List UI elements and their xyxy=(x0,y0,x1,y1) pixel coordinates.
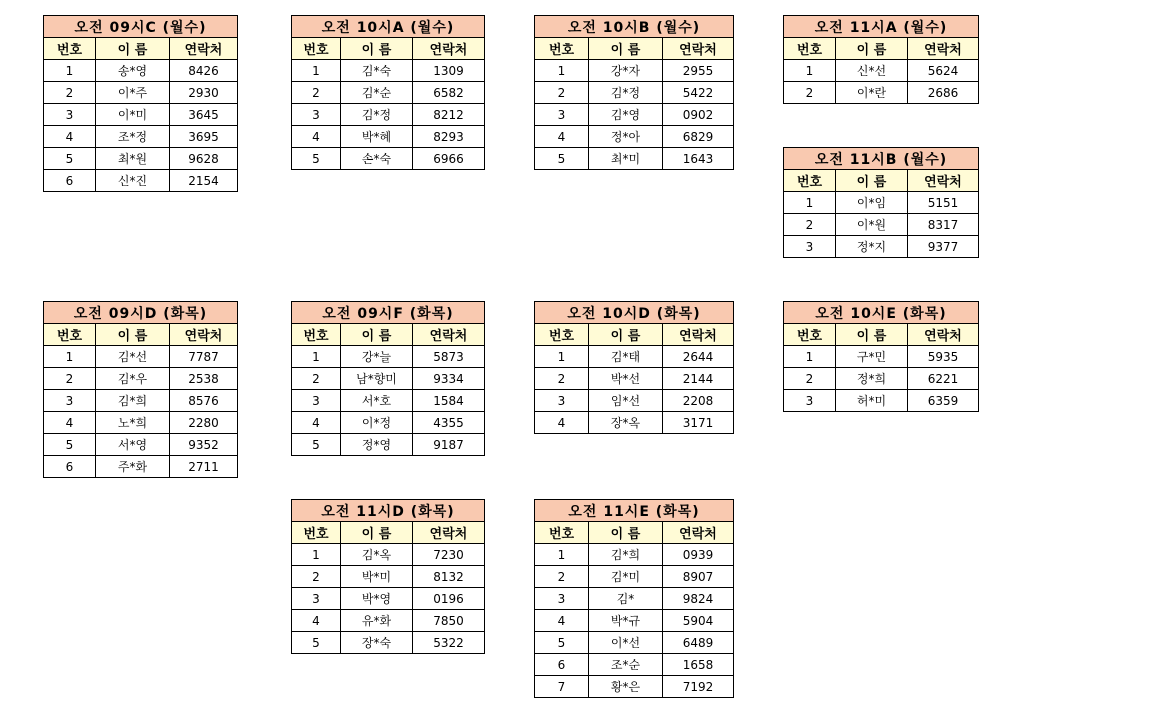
header-number: 번호 xyxy=(535,324,589,346)
table-row xyxy=(44,104,238,126)
row-number: 1 xyxy=(784,192,836,214)
header-name: 이 름 xyxy=(589,324,663,346)
row-number: 1 xyxy=(292,544,341,566)
table-row xyxy=(44,148,238,170)
header-number: 번호 xyxy=(292,522,341,544)
contact-number: 5151 xyxy=(908,192,979,214)
contact-number: 5422 xyxy=(663,82,734,104)
contact-number: 0939 xyxy=(663,544,734,566)
row-number: 4 xyxy=(535,610,589,632)
contact-number: 8576 xyxy=(170,390,238,412)
student-name: 임*선 xyxy=(589,390,663,412)
table-row xyxy=(292,610,485,632)
row-number: 4 xyxy=(535,126,589,148)
student-name: 김*희 xyxy=(96,390,170,412)
contact-number: 9352 xyxy=(170,434,238,456)
contact-number: 6489 xyxy=(663,632,734,654)
student-name: 신*진 xyxy=(96,170,170,192)
contact-number: 5935 xyxy=(908,346,979,368)
header-contact: 연락처 xyxy=(908,324,979,346)
contact-number: 5322 xyxy=(413,632,485,654)
header-name: 이 름 xyxy=(341,522,413,544)
row-number: 5 xyxy=(292,632,341,654)
class-title: 오전 11시B (월수) xyxy=(784,148,979,170)
table-row xyxy=(535,82,734,104)
table-row xyxy=(44,434,238,456)
contact-number: 2955 xyxy=(663,60,734,82)
contact-number: 5873 xyxy=(413,346,485,368)
contact-number: 1643 xyxy=(663,148,734,170)
row-number: 5 xyxy=(535,148,589,170)
student-name: 김* xyxy=(589,588,663,610)
table-row xyxy=(535,390,734,412)
student-name: 이*선 xyxy=(589,632,663,654)
student-name: 김*정 xyxy=(341,104,413,126)
student-name: 정*아 xyxy=(589,126,663,148)
student-name: 김*영 xyxy=(589,104,663,126)
contact-number: 1584 xyxy=(413,390,485,412)
row-number: 7 xyxy=(535,676,589,698)
student-name: 박*미 xyxy=(341,566,413,588)
table-row xyxy=(44,368,238,390)
table-row xyxy=(44,126,238,148)
table-row xyxy=(292,544,485,566)
table-row xyxy=(292,412,485,434)
student-name: 박*규 xyxy=(589,610,663,632)
table-row xyxy=(535,346,734,368)
table-row xyxy=(535,632,734,654)
row-number: 4 xyxy=(292,126,341,148)
table-row xyxy=(44,346,238,368)
row-number: 1 xyxy=(44,346,96,368)
row-number: 1 xyxy=(292,60,341,82)
header-contact: 연락처 xyxy=(170,38,238,60)
row-number: 2 xyxy=(784,214,836,236)
student-name: 김*우 xyxy=(96,368,170,390)
row-number: 1 xyxy=(535,544,589,566)
class-title: 오전 11시D (화목) xyxy=(292,500,485,522)
student-name: 송*영 xyxy=(96,60,170,82)
contact-number: 5624 xyxy=(908,60,979,82)
table-row xyxy=(535,588,734,610)
table-row xyxy=(44,82,238,104)
contact-number: 7192 xyxy=(663,676,734,698)
student-name: 김*정 xyxy=(589,82,663,104)
row-number: 1 xyxy=(784,60,836,82)
row-number: 2 xyxy=(535,368,589,390)
student-name: 강*자 xyxy=(589,60,663,82)
contact-number: 0902 xyxy=(663,104,734,126)
header-name: 이 름 xyxy=(589,38,663,60)
row-number: 4 xyxy=(292,412,341,434)
student-name: 허*미 xyxy=(836,390,908,412)
contact-number: 2208 xyxy=(663,390,734,412)
header-contact: 연락처 xyxy=(908,38,979,60)
contact-number: 2644 xyxy=(663,346,734,368)
student-name: 김*미 xyxy=(589,566,663,588)
table-row xyxy=(535,610,734,632)
contact-number: 2144 xyxy=(663,368,734,390)
student-name: 정*영 xyxy=(341,434,413,456)
contact-number: 8212 xyxy=(413,104,485,126)
table-row xyxy=(535,654,734,676)
table-row xyxy=(292,126,485,148)
class-title: 오전 11시E (화목) xyxy=(535,500,734,522)
student-name: 이*미 xyxy=(96,104,170,126)
header-number: 번호 xyxy=(292,324,341,346)
contact-number: 9824 xyxy=(663,588,734,610)
row-number: 2 xyxy=(292,566,341,588)
contact-number: 1309 xyxy=(413,60,485,82)
contact-number: 3695 xyxy=(170,126,238,148)
class-title: 오전 10시A (월수) xyxy=(292,16,485,38)
class-table xyxy=(783,15,979,104)
student-name: 노*희 xyxy=(96,412,170,434)
contact-number: 8132 xyxy=(413,566,485,588)
student-name: 김*옥 xyxy=(341,544,413,566)
student-name: 강*늘 xyxy=(341,346,413,368)
student-name: 서*호 xyxy=(341,390,413,412)
class-table xyxy=(291,301,485,456)
row-number: 3 xyxy=(535,588,589,610)
student-name: 신*선 xyxy=(836,60,908,82)
table-row xyxy=(535,60,734,82)
table-row xyxy=(44,60,238,82)
table-row xyxy=(784,214,979,236)
row-number: 3 xyxy=(535,390,589,412)
class-title: 오전 09시F (화목) xyxy=(292,302,485,324)
row-number: 2 xyxy=(44,368,96,390)
table-row xyxy=(292,148,485,170)
header-contact: 연락처 xyxy=(663,522,734,544)
contact-number: 3645 xyxy=(170,104,238,126)
row-number: 2 xyxy=(784,82,836,104)
student-name: 최*원 xyxy=(96,148,170,170)
header-contact: 연락처 xyxy=(170,324,238,346)
table-row xyxy=(784,236,979,258)
row-number: 5 xyxy=(44,434,96,456)
contact-number: 2280 xyxy=(170,412,238,434)
row-number: 1 xyxy=(292,346,341,368)
header-name: 이 름 xyxy=(341,38,413,60)
student-name: 김*태 xyxy=(589,346,663,368)
contact-number: 5904 xyxy=(663,610,734,632)
student-name: 손*숙 xyxy=(341,148,413,170)
header-name: 이 름 xyxy=(341,324,413,346)
row-number: 1 xyxy=(535,60,589,82)
student-name: 이*주 xyxy=(96,82,170,104)
header-number: 번호 xyxy=(44,38,96,60)
row-number: 3 xyxy=(44,104,96,126)
student-name: 김*희 xyxy=(589,544,663,566)
row-number: 3 xyxy=(784,236,836,258)
table-row xyxy=(784,368,979,390)
header-number: 번호 xyxy=(535,38,589,60)
contact-number: 8426 xyxy=(170,60,238,82)
row-number: 4 xyxy=(292,610,341,632)
header-number: 번호 xyxy=(535,522,589,544)
row-number: 6 xyxy=(44,456,96,478)
student-name: 이*임 xyxy=(836,192,908,214)
contact-number: 9377 xyxy=(908,236,979,258)
row-number: 2 xyxy=(292,368,341,390)
student-name: 정*희 xyxy=(836,368,908,390)
student-name: 이*정 xyxy=(341,412,413,434)
table-row xyxy=(784,390,979,412)
contact-number: 6829 xyxy=(663,126,734,148)
header-contact: 연락처 xyxy=(908,170,979,192)
table-row xyxy=(292,588,485,610)
contact-number: 6359 xyxy=(908,390,979,412)
header-contact: 연락처 xyxy=(663,38,734,60)
class-title: 오전 10시E (화목) xyxy=(784,302,979,324)
table-row xyxy=(292,104,485,126)
contact-number: 8293 xyxy=(413,126,485,148)
class-table xyxy=(534,499,734,698)
row-number: 5 xyxy=(44,148,96,170)
student-name: 조*순 xyxy=(589,654,663,676)
row-number: 6 xyxy=(535,654,589,676)
student-name: 황*은 xyxy=(589,676,663,698)
row-number: 3 xyxy=(535,104,589,126)
table-row xyxy=(535,412,734,434)
table-row xyxy=(535,148,734,170)
table-row xyxy=(292,632,485,654)
contact-number: 8907 xyxy=(663,566,734,588)
student-name: 장*숙 xyxy=(341,632,413,654)
contact-number: 9187 xyxy=(413,434,485,456)
student-name: 박*혜 xyxy=(341,126,413,148)
class-table xyxy=(783,147,979,258)
row-number: 3 xyxy=(784,390,836,412)
row-number: 5 xyxy=(535,632,589,654)
row-number: 1 xyxy=(535,346,589,368)
class-table xyxy=(291,499,485,654)
header-contact: 연락처 xyxy=(413,324,485,346)
contact-number: 1658 xyxy=(663,654,734,676)
class-table xyxy=(534,301,734,434)
header-number: 번호 xyxy=(784,170,836,192)
table-row xyxy=(535,566,734,588)
header-name: 이 름 xyxy=(836,170,908,192)
row-number: 2 xyxy=(784,368,836,390)
student-name: 최*미 xyxy=(589,148,663,170)
table-row xyxy=(535,104,734,126)
class-title: 오전 10시D (화목) xyxy=(535,302,734,324)
header-number: 번호 xyxy=(292,38,341,60)
header-name: 이 름 xyxy=(589,522,663,544)
contact-number: 0196 xyxy=(413,588,485,610)
table-row xyxy=(784,346,979,368)
contact-number: 2538 xyxy=(170,368,238,390)
table-row xyxy=(292,368,485,390)
row-number: 3 xyxy=(292,588,341,610)
row-number: 1 xyxy=(784,346,836,368)
student-name: 박*선 xyxy=(589,368,663,390)
student-name: 구*민 xyxy=(836,346,908,368)
contact-number: 9628 xyxy=(170,148,238,170)
class-title: 오전 11시A (월수) xyxy=(784,16,979,38)
class-title: 오전 09시D (화목) xyxy=(44,302,238,324)
row-number: 2 xyxy=(292,82,341,104)
contact-number: 3171 xyxy=(663,412,734,434)
student-name: 장*옥 xyxy=(589,412,663,434)
header-contact: 연락처 xyxy=(663,324,734,346)
student-name: 정*지 xyxy=(836,236,908,258)
header-name: 이 름 xyxy=(836,38,908,60)
student-name: 김*숙 xyxy=(341,60,413,82)
class-title: 오전 10시B (월수) xyxy=(535,16,734,38)
header-number: 번호 xyxy=(44,324,96,346)
contact-number: 9334 xyxy=(413,368,485,390)
student-name: 박*영 xyxy=(341,588,413,610)
student-name: 서*영 xyxy=(96,434,170,456)
contact-number: 4355 xyxy=(413,412,485,434)
contact-number: 2930 xyxy=(170,82,238,104)
contact-number: 6221 xyxy=(908,368,979,390)
student-name: 남*향미 xyxy=(341,368,413,390)
row-number: 6 xyxy=(44,170,96,192)
table-row xyxy=(292,346,485,368)
class-table xyxy=(783,301,979,412)
contact-number: 7850 xyxy=(413,610,485,632)
header-name: 이 름 xyxy=(96,38,170,60)
contact-number: 7787 xyxy=(170,346,238,368)
contact-number: 2686 xyxy=(908,82,979,104)
table-row xyxy=(535,126,734,148)
class-title: 오전 09시C (월수) xyxy=(44,16,238,38)
row-number: 1 xyxy=(44,60,96,82)
table-row xyxy=(292,82,485,104)
table-row xyxy=(535,676,734,698)
student-name: 김*순 xyxy=(341,82,413,104)
table-row xyxy=(44,390,238,412)
table-row xyxy=(292,566,485,588)
table-row xyxy=(535,544,734,566)
row-number: 4 xyxy=(535,412,589,434)
row-number: 3 xyxy=(292,104,341,126)
student-name: 유*화 xyxy=(341,610,413,632)
header-contact: 연락처 xyxy=(413,522,485,544)
table-row xyxy=(784,82,979,104)
contact-number: 6966 xyxy=(413,148,485,170)
row-number: 2 xyxy=(44,82,96,104)
class-table xyxy=(291,15,485,170)
class-table xyxy=(43,15,238,192)
contact-number: 2711 xyxy=(170,456,238,478)
header-name: 이 름 xyxy=(836,324,908,346)
class-table xyxy=(43,301,238,478)
row-number: 5 xyxy=(292,434,341,456)
row-number: 4 xyxy=(44,412,96,434)
table-row xyxy=(292,434,485,456)
table-row xyxy=(44,456,238,478)
student-name: 이*원 xyxy=(836,214,908,236)
class-table xyxy=(534,15,734,170)
contact-number: 2154 xyxy=(170,170,238,192)
student-name: 이*란 xyxy=(836,82,908,104)
contact-number: 7230 xyxy=(413,544,485,566)
student-name: 주*화 xyxy=(96,456,170,478)
contact-number: 8317 xyxy=(908,214,979,236)
header-name: 이 름 xyxy=(96,324,170,346)
row-number: 3 xyxy=(44,390,96,412)
student-name: 김*선 xyxy=(96,346,170,368)
header-contact: 연락처 xyxy=(413,38,485,60)
row-number: 5 xyxy=(292,148,341,170)
table-row xyxy=(784,192,979,214)
student-name: 조*정 xyxy=(96,126,170,148)
table-row xyxy=(44,170,238,192)
header-number: 번호 xyxy=(784,38,836,60)
table-row xyxy=(292,390,485,412)
row-number: 2 xyxy=(535,566,589,588)
contact-number: 6582 xyxy=(413,82,485,104)
table-row xyxy=(44,412,238,434)
header-number: 번호 xyxy=(784,324,836,346)
row-number: 4 xyxy=(44,126,96,148)
row-number: 3 xyxy=(292,390,341,412)
row-number: 2 xyxy=(535,82,589,104)
table-row xyxy=(784,60,979,82)
table-row xyxy=(535,368,734,390)
table-row xyxy=(292,60,485,82)
